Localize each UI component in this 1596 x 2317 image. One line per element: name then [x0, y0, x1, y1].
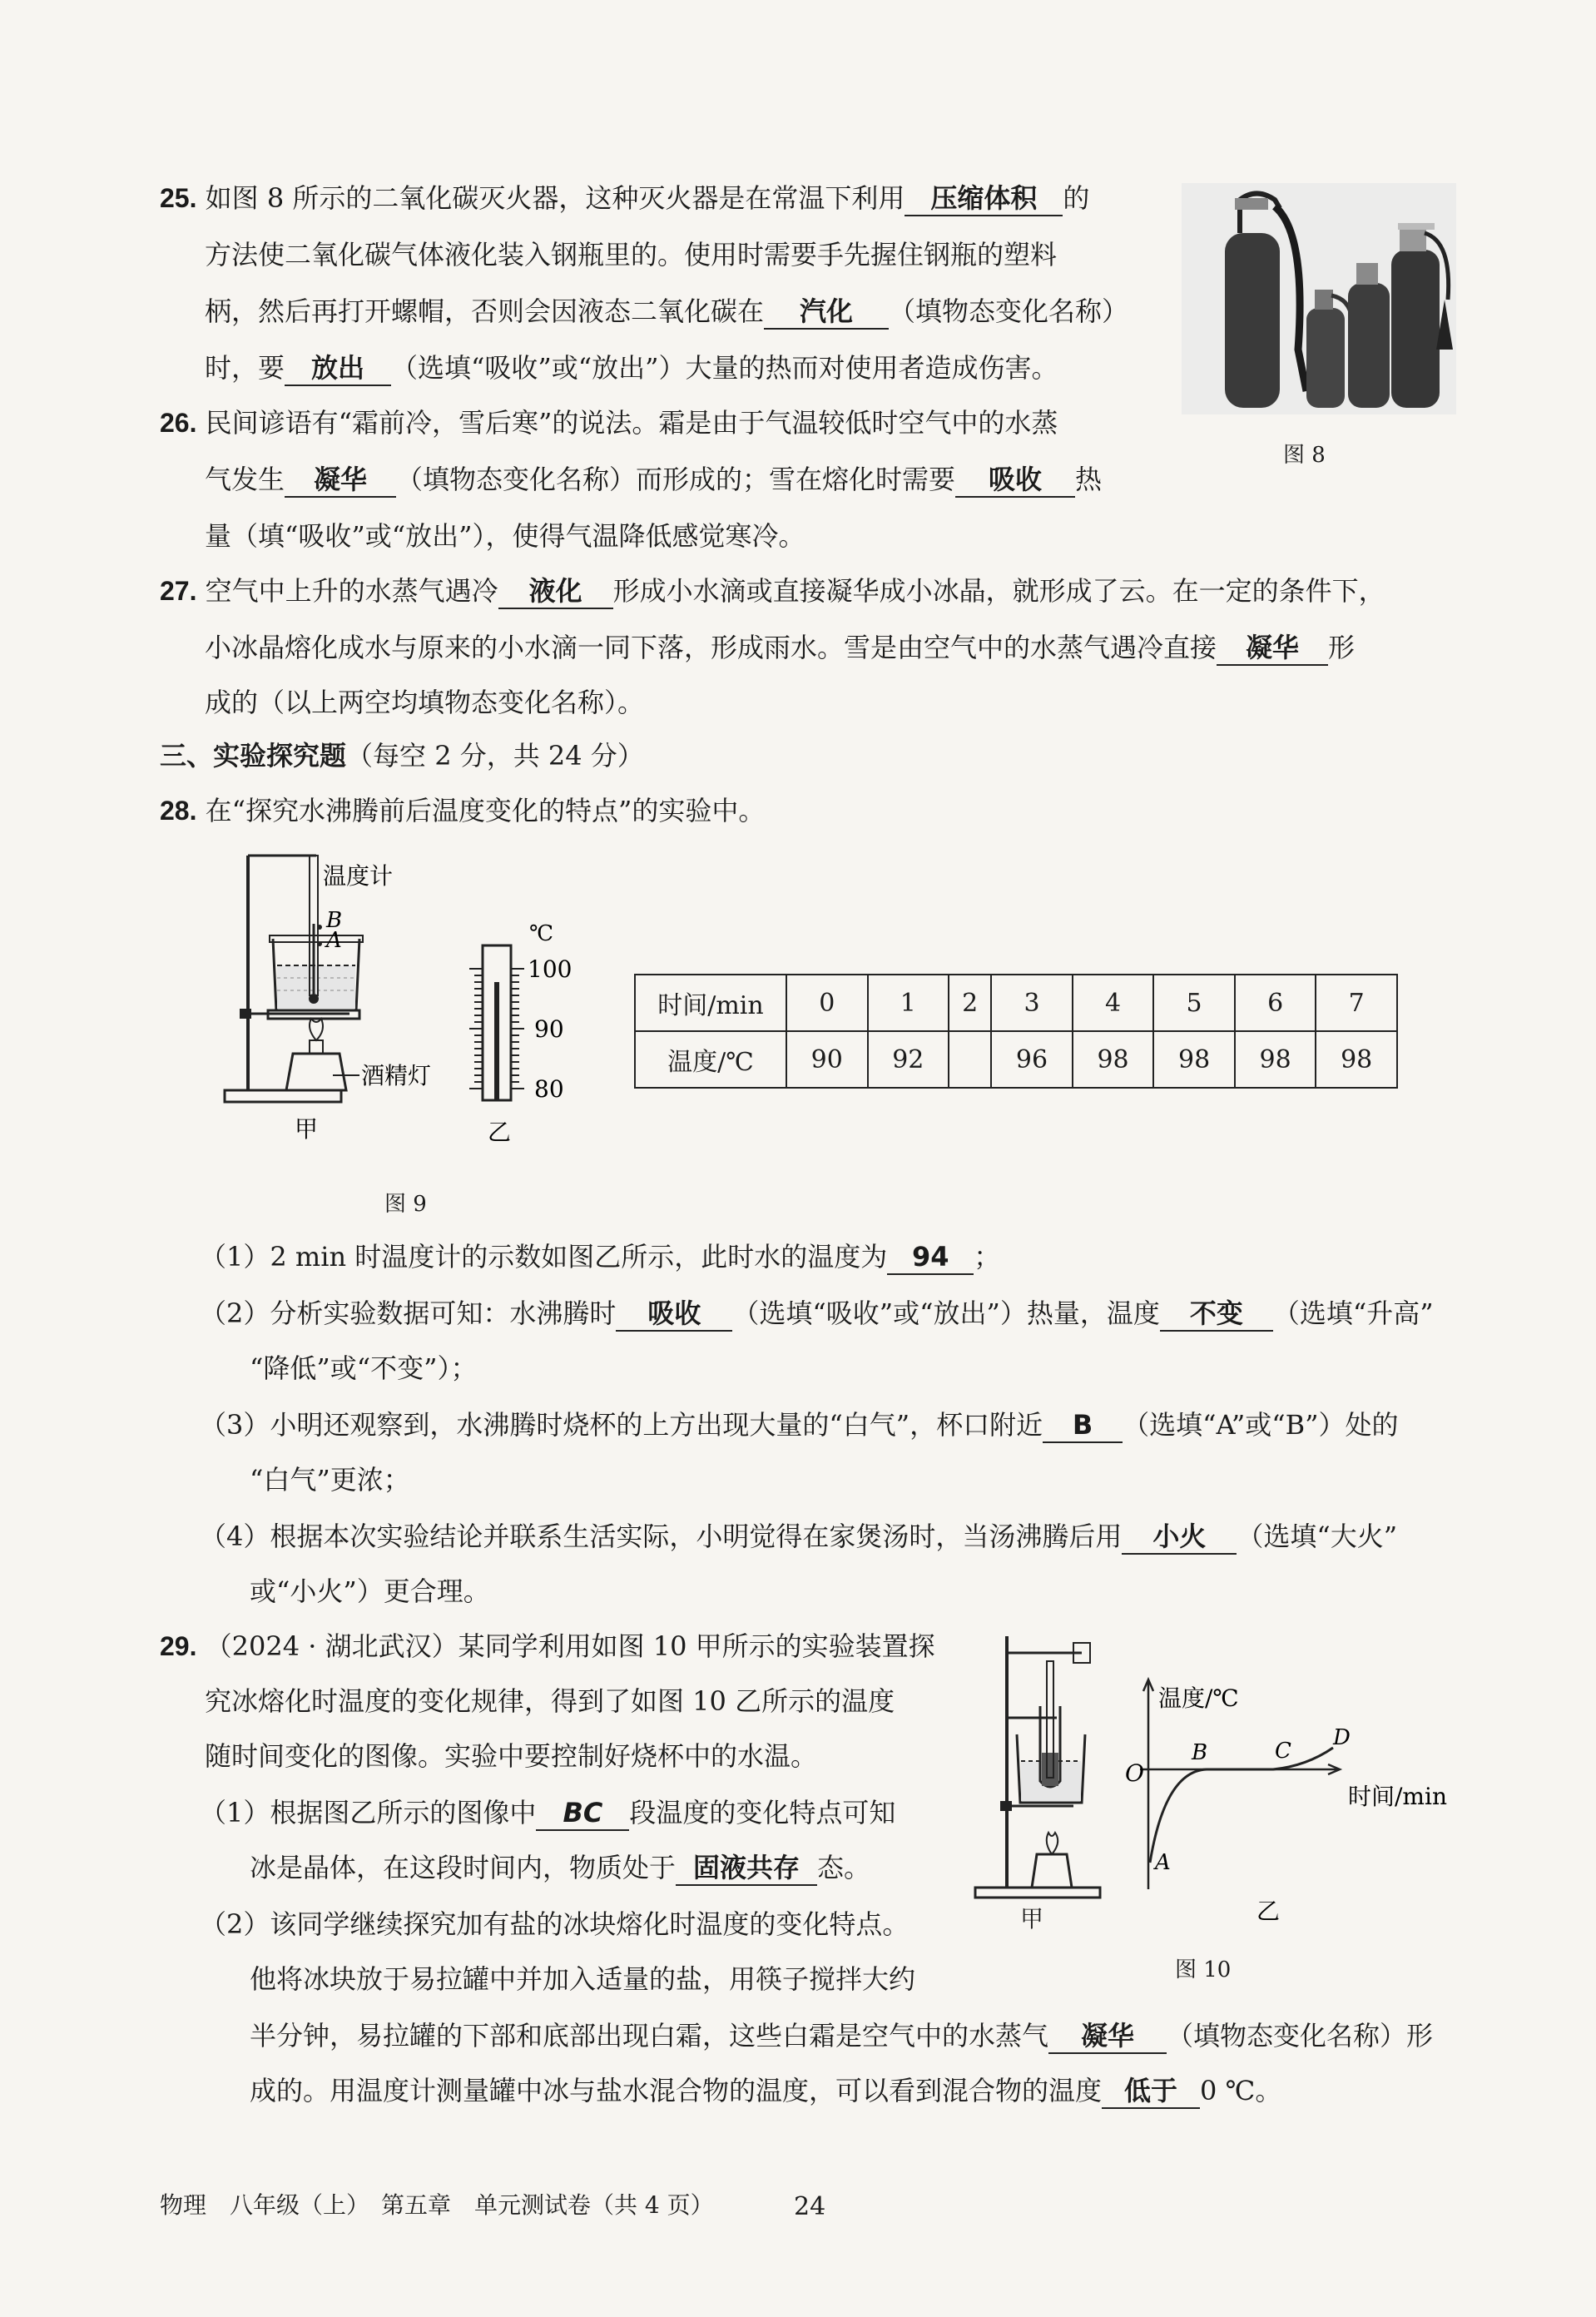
figure-9-caption: 图 9: [384, 1192, 427, 1217]
q29-line1: [160, 1628, 935, 1665]
point-d-label: D: [1333, 1725, 1351, 1750]
table-head: 温度/℃: [635, 1031, 786, 1088]
answer-blank: 压缩体积: [905, 181, 1063, 216]
text: （4）根据本次实验结论并联系生活实际，小明觉得在家煲汤时，当汤沸腾后用: [200, 1521, 1123, 1552]
fig10-jia-label: 甲: [1020, 1905, 1044, 1932]
q28-line1: [160, 792, 765, 829]
table-cell: 98: [1073, 1031, 1154, 1088]
answer-blank: B: [1043, 1408, 1123, 1443]
section-heading: [160, 737, 644, 774]
point-c-label: C: [1275, 1739, 1291, 1764]
point-a-label: A: [326, 928, 342, 953]
table-cell: 5: [1153, 975, 1235, 1031]
text: 民间谚语有“霜前冷，雪后寒”的说法。霜是由于气温较低时空气中的水蒸: [205, 407, 1058, 439]
tick-100: 100: [528, 955, 572, 983]
section-note: （每空 2 分，共 24 分）: [346, 740, 644, 772]
table-cell: 7: [1316, 975, 1397, 1031]
answer-blank: 不变: [1160, 1297, 1273, 1332]
table-cell: 92: [868, 1031, 949, 1088]
text: 时，要: [205, 352, 285, 384]
answer-blank: 94: [887, 1240, 974, 1275]
table-cell: 98: [1316, 1031, 1397, 1088]
answer-blank: 放出: [285, 351, 391, 386]
lamp-label: 酒精灯: [361, 1062, 432, 1089]
q29-sub2-line3: [250, 2017, 1433, 2054]
text: 热: [1075, 464, 1103, 495]
table-cell: 96: [991, 1031, 1073, 1088]
q28-sub4: [200, 1518, 1397, 1555]
text: （2024 · 湖北武汉）某同学利用如图 10 甲所示的实验装置探: [205, 1630, 935, 1662]
table-cell: 1: [868, 975, 949, 1031]
q29-sub2-line2: 他将冰块放于易拉罐中并加入适量的盐，用筷子搅拌大约: [250, 1963, 916, 1995]
q29-line3: 随时间变化的图像。实验中要控制好烧杯中的水温。: [205, 1740, 818, 1772]
jia-label: 甲: [295, 1115, 319, 1140]
table-row: [635, 1031, 1397, 1088]
unit-label: ℃: [529, 921, 554, 946]
thermometer-scale-diagram: [458, 915, 599, 1145]
q25-line4: [205, 350, 1058, 386]
text: 如图 8 所示的二氧化碳灭火器，这种灭火器是在常温下利用: [205, 182, 905, 214]
text: （3）小明还观察到，水沸腾时烧杯的上方出现大量的“白气”，杯口附近: [200, 1409, 1043, 1441]
text: 0 ℃。: [1200, 2075, 1282, 2106]
q29-sub2-line4: [250, 2072, 1281, 2109]
text: 空气中上升的水蒸气遇冷: [205, 575, 498, 607]
text: 柄，然后再打开螺帽，否则会因液态二氧化碳在: [205, 295, 765, 327]
text: 态。: [817, 1852, 871, 1883]
text: （填物态变化名称）形: [1167, 2020, 1434, 2052]
q28-sub2-cont: “降低”或“不变”）；: [250, 1352, 478, 1384]
answer-blank: 凝华: [1048, 2019, 1167, 2054]
answer-blank: 液化: [498, 574, 613, 609]
q26-line2: [205, 461, 1102, 498]
table-row: [635, 975, 1397, 1031]
q27-line1: [160, 573, 1385, 609]
text: （1）根据图乙所示的图像中: [200, 1797, 537, 1828]
table-head: 时间/min: [635, 975, 786, 1031]
table-cell: 4: [1073, 975, 1154, 1031]
table-cell: 98: [1153, 1031, 1235, 1088]
question-number: 27.: [160, 576, 197, 606]
table-cell: 6: [1235, 975, 1316, 1031]
text: 气发生: [205, 464, 285, 495]
answer-blank: 低于: [1102, 2074, 1200, 2109]
table-cell: 90: [786, 1031, 868, 1088]
text: （选填“吸收”或“放出”）热量，温度: [732, 1297, 1160, 1329]
question-number: 25.: [160, 183, 197, 213]
answer-blank: 凝华: [285, 463, 396, 498]
q26-line1: [160, 404, 1058, 441]
origin-label: O: [1125, 1759, 1144, 1787]
text: （填物态变化名称）而形成的；雪在熔化时需要: [396, 464, 956, 495]
text: （选填“大火”: [1237, 1521, 1398, 1552]
tick-90: 90: [534, 1015, 564, 1043]
figure-8-caption: 图 8: [1283, 443, 1326, 468]
q29-line2: 究冰熔化时温度的变化规律，得到了如图 10 乙所示的温度: [205, 1685, 895, 1717]
question-number: 29.: [160, 1631, 197, 1661]
text: （选填“升高”: [1272, 1297, 1434, 1329]
page-number: 24: [794, 2192, 826, 2221]
temperature-time-table: [634, 974, 1398, 1089]
melting-curve-graph: [1115, 1673, 1465, 1939]
q25-line2: 方法使二氧化碳气体液化装入钢瓶里的。使用时需要手先握住钢瓶的塑料: [205, 239, 1058, 270]
text: （选填“吸收”或“放出”）大量的热而对使用者造成伤害。: [391, 352, 1058, 384]
point-b-label: B: [326, 908, 343, 933]
table-cell: 2: [949, 975, 991, 1031]
answer-blank: 汽化: [764, 295, 889, 330]
yi-label: 乙: [488, 1119, 512, 1145]
text: （1）2 min 时温度计的示数如图乙所示，此时水的温度为: [200, 1241, 888, 1273]
point-a-label: A: [1155, 1850, 1171, 1875]
q28-sub1: [200, 1238, 1000, 1275]
melting-apparatus-diagram: [974, 1628, 1107, 1903]
text: 形成小水滴或直接凝华成小冰晶，就形成了云。在一定的条件下，: [612, 575, 1385, 607]
question-number: 28.: [160, 796, 197, 826]
text: （填物态变化名称）: [889, 295, 1129, 327]
q27-line2: [205, 629, 1355, 666]
answer-blank: 吸收: [955, 463, 1075, 498]
q29-sub1: [200, 1794, 895, 1831]
text: 的: [1063, 182, 1090, 214]
tick-80: 80: [534, 1075, 564, 1103]
text: 冰是晶体，在这段时间内，物质处于: [250, 1852, 677, 1883]
point-b-label: B: [1192, 1740, 1208, 1765]
q29-sub2: （2）该同学继续探究加有盐的冰块熔化时温度的变化特点。: [200, 1908, 910, 1940]
text: 段温度的变化特点可知: [629, 1797, 896, 1828]
q28-sub3-cont: “白气”更浓；: [250, 1464, 410, 1496]
text: ；: [974, 1241, 1001, 1273]
q25-line1: [160, 180, 1089, 216]
table-cell: 98: [1235, 1031, 1316, 1088]
figure-10-caption: 图 10: [1175, 1957, 1232, 1982]
answer-blank: 吸收: [616, 1297, 732, 1332]
yi-label: 乙: [1256, 1898, 1281, 1925]
boiling-apparatus-diagram: [216, 841, 466, 1140]
answer-blank: 固液共存: [676, 1851, 817, 1886]
q28-sub2: [200, 1295, 1434, 1332]
section-title: 三、实验探究题: [160, 740, 347, 772]
answer-blank: BC: [536, 1796, 629, 1831]
question-number: 26.: [160, 408, 197, 438]
text: 形: [1328, 632, 1356, 663]
text: 半分钟，易拉罐的下部和底部出现白霜，这些白霜是空气中的水蒸气: [250, 2020, 1049, 2052]
graph-x-label: 时间/min: [1348, 1783, 1447, 1810]
text: 小冰晶熔化成水与原来的小水滴一同下落，形成雨水。雪是由空气中的水蒸气遇冷直接: [205, 632, 1217, 663]
table-cell: 0: [786, 975, 868, 1031]
text: （2）分析实验数据可知：水沸腾时: [200, 1297, 617, 1329]
answer-blank: 小火: [1122, 1520, 1237, 1555]
q28-sub3: [200, 1407, 1398, 1443]
q28-sub4-cont: 或“小火”）更合理。: [250, 1575, 490, 1607]
graph-y-label: 温度/℃: [1158, 1684, 1239, 1712]
footer-info: 物理 八年级（上） 第五章 单元测试卷（共 4 页）: [160, 2191, 714, 2219]
table-cell: 3: [991, 975, 1073, 1031]
q29-sub1-cont: [250, 1849, 870, 1886]
thermometer-label: 温度计: [323, 862, 394, 890]
q25-line3: [205, 293, 1128, 330]
answer-blank: 凝华: [1217, 631, 1328, 666]
extinguisher-photo: [1182, 183, 1456, 414]
table-cell: [949, 1031, 991, 1088]
q26-line3: 量（填“吸收”或“放出”），使得气温降低感觉寒冷。: [205, 520, 805, 552]
q27-line3: 成的（以上两空均填物态变化名称）。: [205, 687, 645, 718]
text: （选填“A”或“B”）处的: [1123, 1409, 1399, 1441]
text: 在“探究水沸腾前后温度变化的特点”的实验中。: [205, 795, 766, 826]
text: 成的。用温度计测量罐中冰与盐水混合物的温度，可以看到混合物的温度: [250, 2075, 1103, 2106]
